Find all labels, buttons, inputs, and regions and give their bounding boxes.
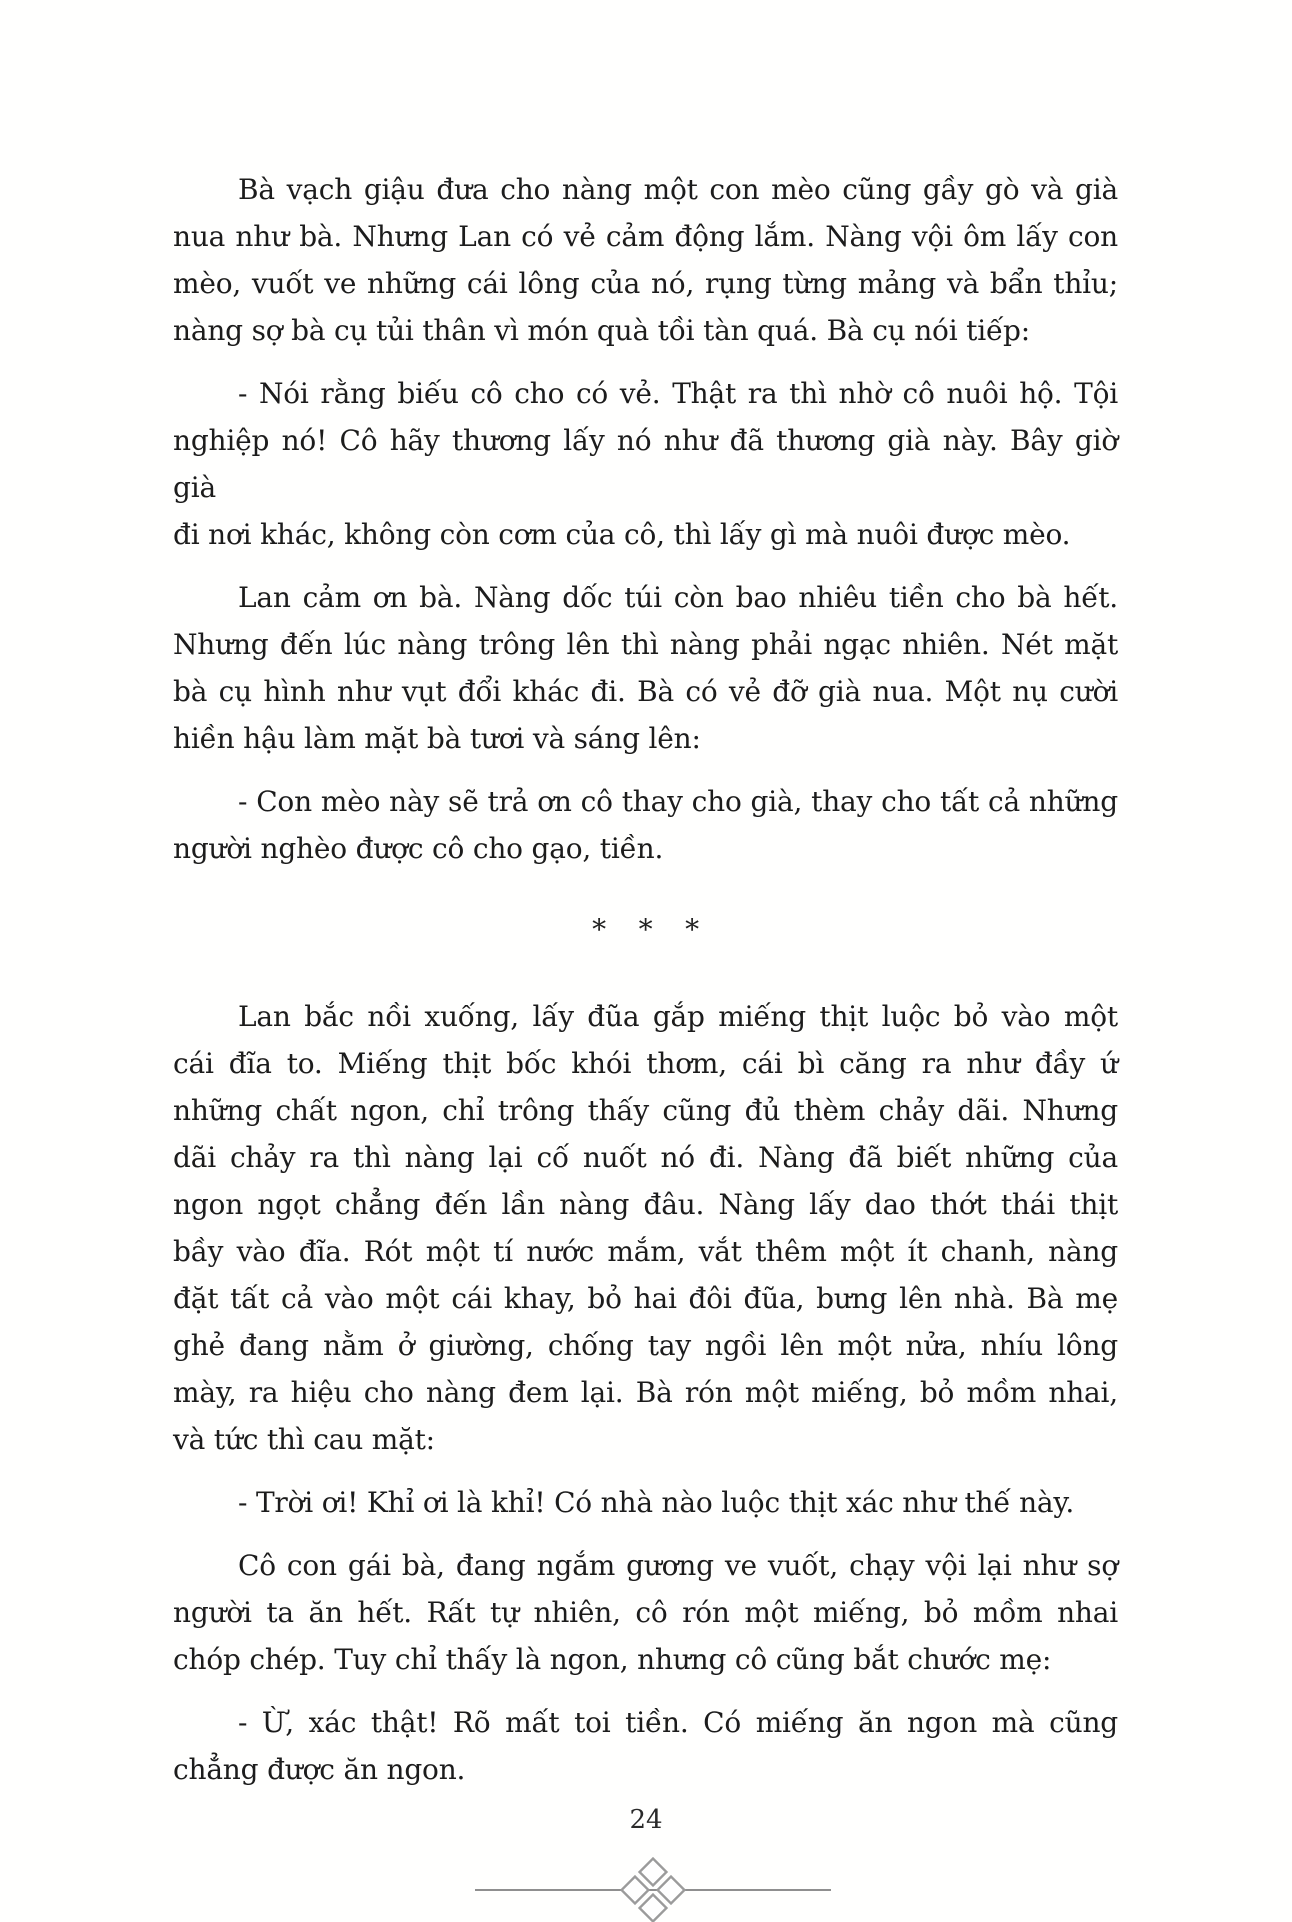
footer-ornament xyxy=(475,1857,831,1922)
paragraph-line: nàng sợ bà cụ tủi thân vì món quà tồi tàn quá. Bà cụ nói tiếp: xyxy=(173,314,1030,347)
paragraph-line: Lan cảm ơn bà. Nàng dốc túi còn bao nhiêu tiền cho bà hết. xyxy=(238,581,1118,614)
page-text-column xyxy=(173,166,1118,1809)
section-separator: * * * xyxy=(592,913,699,946)
paragraph-line: Bà vạch giậu đưa cho nàng một con mèo cũng gầy gò và già xyxy=(238,173,1118,206)
paragraph-line: - Trời ơi! Khỉ ơi là khỉ! Có nhà nào luộc thịt xác như thế này. xyxy=(238,1486,1075,1519)
diamond-ornament-icon xyxy=(475,1857,831,1922)
paragraph-line: nghiệp nó! Cô hãy thương lấy nó như đã thương già này. Bây giờ già xyxy=(173,424,1118,504)
paragraph-line: Nhưng đến lúc nàng trông lên thì nàng phải ngạc nhiên. Nét mặt xyxy=(173,628,1118,661)
paragraph xyxy=(173,574,1118,762)
paragraph-line: người nghèo được cô cho gạo, tiền. xyxy=(173,832,664,865)
paragraph-line: và tức thì cau mặt: xyxy=(173,1423,435,1456)
paragraph-line: chẳng được ăn ngon. xyxy=(173,1753,466,1786)
paragraph xyxy=(173,370,1118,558)
paragraph-line: Lan bắc nồi xuống, lấy đũa gắp miếng thịt luộc bỏ vào một xyxy=(238,1000,1118,1033)
paragraph-line: bà cụ hình như vụt đổi khác đi. Bà có vẻ đỡ già nua. Một nụ cười xyxy=(173,675,1118,708)
paragraph-line: bầy vào đĩa. Rót một tí nước mắm, vắt thêm một ít chanh, nàng xyxy=(173,1235,1118,1268)
paragraph xyxy=(173,1699,1118,1793)
paragraph xyxy=(173,993,1118,1463)
page-number: 24 xyxy=(629,1805,663,1835)
paragraph-line: nua như bà. Nhưng Lan có vẻ cảm động lắm. Nàng vội ôm lấy con xyxy=(173,220,1118,253)
paragraph-line: - Con mèo này sẽ trả ơn cô thay cho già, thay cho tất cả những xyxy=(238,785,1118,818)
paragraph-line: đi nơi khác, không còn cơm của cô, thì lấy gì mà nuôi được mèo. xyxy=(173,518,1071,551)
paragraph-line: Cô con gái bà, đang ngắm gương ve vuốt, chạy vội lại như sợ xyxy=(238,1549,1118,1582)
paragraph-line: mày, ra hiệu cho nàng đem lại. Bà rón một miếng, bỏ mồm nhai, xyxy=(173,1376,1118,1409)
paragraph xyxy=(173,1542,1118,1683)
paragraph-line: - Ừ, xác thật! Rõ mất toi tiền. Có miếng ăn ngon mà cũng xyxy=(238,1706,1118,1739)
paragraph xyxy=(173,1479,1118,1526)
paragraph-line: - Nói rằng biếu cô cho có vẻ. Thật ra thì nhờ cô nuôi hộ. Tội xyxy=(238,377,1118,410)
paragraph-line: chóp chép. Tuy chỉ thấy là ngon, nhưng cô cũng bắt chước mẹ: xyxy=(173,1643,1052,1676)
paragraph-line: ghẻ đang nằm ở giường, chống tay ngồi lên một nửa, nhíu lông xyxy=(173,1329,1118,1362)
paragraph xyxy=(173,166,1118,354)
paragraph-line: ngon ngọt chẳng đến lần nàng đâu. Nàng lấy dao thớt thái thịt xyxy=(173,1188,1118,1221)
paragraph-line: những chất ngon, chỉ trông thấy cũng đủ thèm chảy dãi. Nhưng xyxy=(173,1094,1118,1127)
paragraph-line: mèo, vuốt ve những cái lông của nó, rụng từng mảng và bẩn thỉu; xyxy=(173,267,1118,300)
paragraph-line: người ta ăn hết. Rất tự nhiên, cô rón một miếng, bỏ mồm nhai xyxy=(173,1596,1118,1629)
page-footer xyxy=(0,1804,1292,1836)
paragraph-line: hiền hậu làm mặt bà tươi và sáng lên: xyxy=(173,722,701,755)
paragraph xyxy=(173,778,1118,872)
paragraph-line: đặt tất cả vào một cái khay, bỏ hai đôi đũa, bưng lên nhà. Bà mẹ xyxy=(173,1282,1118,1315)
paragraph-line: cái đĩa to. Miếng thịt bốc khói thơm, cái bì căng ra như đầy ứ xyxy=(173,1047,1118,1080)
paragraph-line: dãi chảy ra thì nàng lại cố nuốt nó đi. Nàng đã biết những của xyxy=(173,1141,1118,1174)
